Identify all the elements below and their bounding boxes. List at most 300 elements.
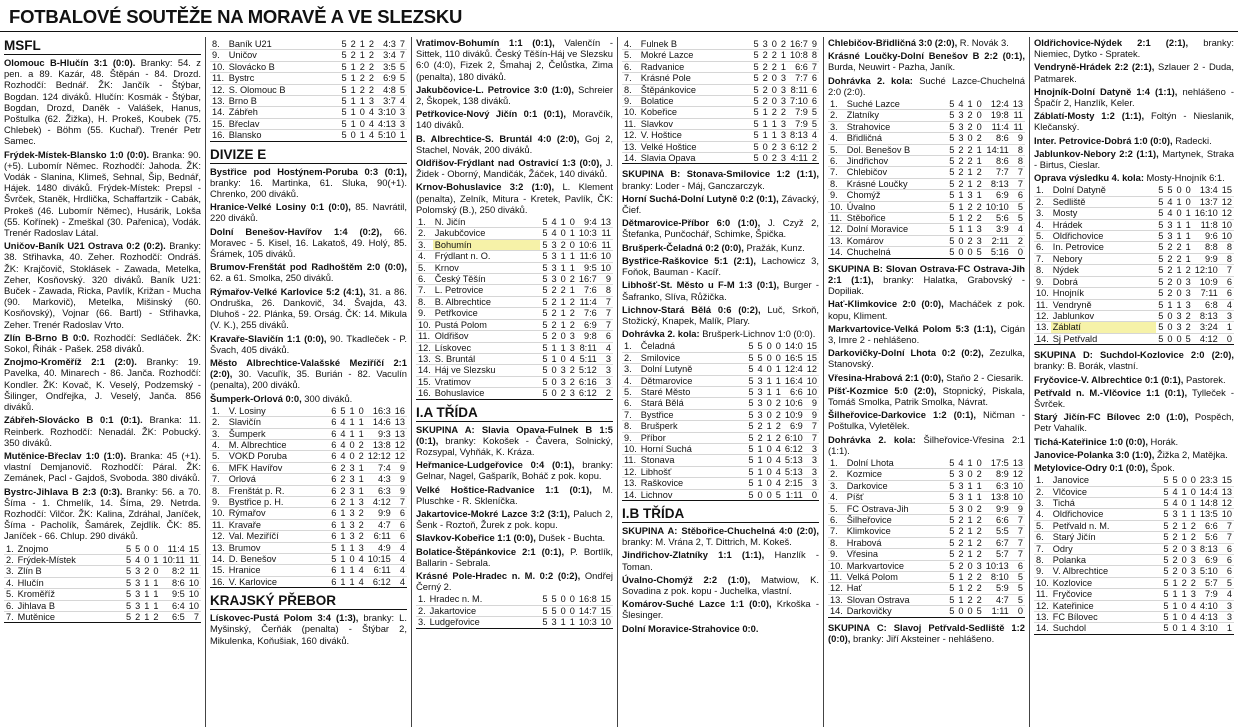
cell-played: 5 [748,364,754,375]
table-row [622,398,819,409]
cell-draws: 1 [359,39,365,49]
match-result: Jakartovice-Mokré Lazce 3:2 (3:1), [416,507,571,519]
match-details: branky: 16. Martinka, 61. Sluka, 90(+1). Chrenko, 200 diváků. [210,176,407,200]
cell-wins: 3 [551,251,557,262]
match-report [828,385,1025,407]
cell-score: 6:9 [577,319,599,330]
cell-draws: 0 [1181,566,1187,577]
cell-team: Hradec n. M. [428,594,541,605]
cell-played: 5 [542,285,548,296]
cell-score: 7:9 [788,107,810,118]
match-report [622,598,819,620]
cell-draws: 0 [771,84,777,95]
cell-draws: 2 [771,61,777,72]
cell-wins: 3 [958,469,964,480]
cell-losses: 1 [780,61,786,72]
match-report [622,623,819,634]
cell-draws: 1 [766,421,772,432]
cell-score: 16:3 [366,406,393,417]
match-report [1034,110,1234,132]
cell-played: 5 [949,133,955,144]
table-row [622,455,819,466]
cell-rank: 8. [828,178,845,189]
cell-rank: 2. [828,469,845,480]
cell-rank: 12. [624,466,637,477]
standings-table [4,544,201,624]
cell-team: Vratimov [433,376,541,387]
cell-draws: 0 [1176,185,1182,196]
match-result: Rýmařov-Velké Karlovice 5:2 (4:1), [210,285,366,297]
cell-wins: 1 [762,130,768,141]
match-details: Foltýn - Nieslanik, Klečanský. [1034,110,1235,133]
cell-score: 10:6 [784,398,803,409]
match-details: Žižka 2, Matějka. [1154,448,1228,460]
cell-draws: 0 [1181,612,1187,623]
cell-wins: 4 [551,217,557,228]
match-report [1034,349,1234,371]
cell-draws: 1 [144,611,150,622]
cell-draws: 1 [349,428,355,439]
match-report [828,298,1025,320]
table-row [622,421,819,432]
cell-rank: 2. [1034,486,1051,497]
cell-points: 11 [599,239,613,250]
cell-score: 4:9 [366,542,393,553]
cell-score: 3:10 [1199,623,1218,634]
cell-wins: 2 [958,144,964,155]
table-row [1034,219,1234,230]
match-details: Horák. [1147,435,1179,447]
cell-team: Slovácko B [227,61,340,72]
table-row [1034,231,1234,242]
table-row [828,156,1025,167]
cell-wins: 4 [958,99,964,110]
cell-team: Fulnek B [639,39,752,50]
cell-draws: 0 [1181,543,1187,554]
table-row [828,549,1025,560]
match-report [210,612,407,646]
cell-losses: 4 [775,466,781,477]
cell-rank: 3. [828,480,845,491]
cell-losses: 3 [1190,589,1196,600]
cell-points: 10 [1012,480,1023,491]
cell-rank: 8. [828,537,845,548]
cell-score: 8:6 [160,577,186,588]
cell-points: 16 [394,405,405,416]
cell-team: Český Těšín [433,274,541,285]
cell-draws: 1 [1181,486,1187,497]
match-report [416,459,613,481]
cell-draws: 1 [967,167,973,178]
cell-rank: 9. [416,308,433,319]
cell-team: Starý Jičín [1051,532,1162,543]
cell-wins: 2 [958,178,964,189]
cell-team: Krnov [433,262,541,273]
cell-score: 7:4 [366,462,393,473]
table-row [1034,322,1234,333]
cell-played: 6 [331,576,337,587]
match-details: 85. Navrátil, 220 diváků. [210,201,407,224]
cell-rank: 4. [6,577,14,588]
match-result: Oprava výsledku 4. kola: [1034,172,1144,184]
cell-score: 9:8 [577,331,599,342]
cell-points: 11 [1011,110,1025,121]
match-result: Frýdek-Místek-Blansko 1:0 (0:0). [4,148,150,160]
cell-draws: 1 [1181,520,1187,531]
cell-team: Darkovice [845,480,947,491]
match-result: Hať-Klimkovice 2:0 (0:0), [828,298,944,310]
cell-losses: 0 [569,239,575,250]
cell-rank: 14. [830,247,843,258]
cell-rank: 11. [210,73,227,84]
cell-wins: 2 [757,421,763,432]
cell-rank: 13. [1036,612,1049,623]
table-row [828,480,1025,491]
cell-points: 7 [1011,549,1025,560]
cell-draws: 0 [766,398,772,409]
cell-losses: 0 [153,543,159,554]
match-result: Janovice-Polanka 3:0 (1:0), [1034,448,1155,460]
cell-played: 5 [331,554,337,564]
cell-team: Horní Suchá [639,443,747,454]
cell-wins: 2 [135,611,141,622]
cell-score: 1:11 [783,489,805,500]
match-result: Vendryně-Hrádek 2:2 (2:1), [1034,61,1155,73]
cell-draws: 0 [766,364,772,375]
cell-rank: 5. [416,262,433,273]
cell-played: 5 [949,549,955,560]
standings-table [210,406,407,589]
cell-points: 9 [811,39,817,49]
table-row [1034,623,1234,634]
cell-rank: 5. [1034,231,1051,242]
cell-rank: 7. [622,73,639,84]
cell-wins: 5 [757,341,763,352]
cell-rank: 3. [210,428,227,439]
cell-rank: 4. [210,439,227,450]
cell-draws: 0 [967,133,973,144]
table-row [828,458,1025,469]
cell-wins: 4 [135,554,141,565]
cell-rank: 3. [416,239,433,250]
match-result: Bystřice-Raškovice 5:1 (2:1), [622,254,756,266]
cell-points: 4 [399,96,405,107]
cell-losses: 2 [775,409,781,420]
cell-played: 5 [1158,265,1164,276]
cell-score: 5:6 [1198,532,1220,543]
match-result: Heřmanice-Ludgeřovice 0:4 (0:1), [416,459,575,471]
cell-losses: 0 [976,110,982,121]
match-result: SKUPINA A: Slavia Opava-Fulnek B 1:5 (0:1), [416,423,613,446]
cell-team: Chlebičov [845,167,947,178]
cell-wins: 0 [551,365,557,376]
cell-score: 4:10 [1199,600,1218,611]
column-6 [1030,37,1238,727]
cell-score: 6:4 [160,600,186,611]
cell-score: 4:12 [1193,333,1220,344]
cell-draws: 0 [766,466,772,477]
cell-rank: 9. [622,432,639,443]
standings-table [210,39,407,142]
table-row [622,341,819,352]
cell-losses: 2 [368,61,374,72]
cell-points: 10 [600,617,611,628]
cell-team: Příbor [639,432,747,443]
table-row [828,167,1025,178]
cell-draws: 1 [560,296,566,307]
cell-losses: 2 [976,549,982,560]
cell-played: 5 [1163,566,1169,577]
cell-played: 5 [949,224,955,235]
cell-team: Hrabová [845,537,947,548]
cell-played: 6 [331,519,337,530]
table-row [4,577,201,588]
cell-rank: 12. [624,130,637,141]
cell-played: 5 [949,457,955,468]
cell-points: 5 [1220,577,1234,588]
cell-played: 5 [1163,475,1169,486]
cell-losses: 1 [780,50,786,61]
table-row [416,285,613,296]
cell-team: Chomýž [845,190,947,201]
cell-points: 9 [1011,133,1025,144]
table-row [1034,265,1234,276]
cell-points: 1 [1220,322,1234,333]
cell-wins: 2 [1167,288,1173,299]
cell-score: 8:13 [1199,543,1218,554]
cell-score: 8:2 [160,566,186,577]
cell-points: 0 [1220,333,1234,344]
cell-team: Šumperk [227,428,329,439]
cell-draws: 1 [766,432,772,443]
table-row [622,39,819,50]
cell-rank: 11. [622,118,639,129]
cell-points: 2 [1011,235,1025,246]
table-row [210,519,407,530]
cell-losses: 1 [569,285,575,296]
cell-score: 10:6 [578,239,597,250]
table-row [210,439,407,450]
cell-draws: 0 [560,605,566,616]
table-row [210,73,407,84]
cell-draws: 2 [144,566,150,577]
cell-score: 6:3 [984,480,1011,491]
cell-points: 9 [393,485,407,496]
table-row [622,364,819,375]
cell-rank: 8. [416,296,433,307]
cell-played: 5 [748,352,754,363]
cell-played: 5 [1158,310,1164,321]
cell-rank: 9. [1034,276,1051,287]
cell-points: 15 [806,341,817,352]
cell-played: 5 [949,178,955,189]
cell-played: 5 [753,39,759,49]
cell-wins: 2 [340,485,346,496]
match-result: B. Albrechtice-S. Bruntál 4:0 (2:0), [416,132,580,144]
match-details: Ničman - Poštulka, Vyletělek. [828,409,1026,432]
match-details: Branky: 19. Pavelka, 40. Minarech - 86. Janča. Rozhodčí: Kondler. ŽK: Kovač, K. Veselý, Podzemský - Šilinger, Ondřejka, J. Veselý, Janča. 856 diváků. [4,356,202,413]
cell-draws: 2 [967,201,973,212]
cell-points: 15 [806,352,817,363]
cell-losses: 1 [976,156,982,167]
table-row [1034,509,1234,520]
cell-team: Rýmařov [227,508,329,519]
cell-wins: 2 [1167,276,1173,287]
cell-score: 3:5 [376,61,398,72]
cell-team: S. Olomouc B [227,84,340,95]
cell-draws: 0 [766,443,772,454]
cell-score: 10:10 [985,201,1009,212]
cell-points: 4 [393,554,407,565]
cell-rank: 2. [622,352,639,363]
cell-points: 6 [811,73,817,84]
match-details: 90. Tkadleček - P. Švach, 405 diváků. [210,332,407,355]
table-row [416,228,613,239]
match-report [622,168,819,190]
cell-score: 9:5 [160,589,186,600]
cell-team: Mutěnice [16,611,124,622]
cell-score: 8:10 [984,572,1011,583]
table-row [622,107,819,118]
table-row [622,73,819,84]
cell-team: Janovice [1051,475,1162,486]
cell-score: 6:9 [783,421,805,432]
cell-losses: 0 [1190,475,1196,486]
cell-rank: 4. [622,39,639,50]
cell-rank: 4. [828,492,845,503]
cell-rank: 6. [828,156,845,167]
cell-wins: 1 [350,73,356,84]
cell-wins: 2 [762,73,768,84]
section-heading: I.A TŘÍDA [416,404,613,422]
cell-losses: 1 [358,462,364,473]
cell-losses: 1 [569,617,575,628]
cell-played: 5 [748,375,754,386]
cell-wins: 1 [958,594,964,605]
cell-draws: 0 [560,353,566,364]
match-report [1034,462,1234,473]
match-result: Petřvald n. M.-Vlčovice 1:1 (0:1), [1034,386,1188,398]
cell-wins: 2 [762,61,768,72]
cell-points: 12 [1012,469,1023,480]
cell-team: Břidličná [845,133,947,144]
cell-team: Kozlovice [1051,577,1162,588]
cell-team: Bohuslavice [433,388,541,399]
cell-team: Stará Bělá [639,398,747,409]
cell-played: 5 [542,617,548,628]
match-result: Olomouc B-Hlučín 3:1 (0:0). [4,57,136,68]
cell-points: 10 [1221,231,1232,242]
cell-score: 6:9 [984,190,1011,201]
cell-played: 5 [748,421,754,432]
cell-team: Hrádek [1051,219,1156,230]
match-result: Horní Suchá-Dolní Lutyně 0:2 (0:1), [622,192,779,204]
cell-rank: 1. [828,458,845,469]
cell-draws: 2 [359,61,365,72]
cell-score: 16:4 [784,375,803,386]
cell-losses: 4 [775,478,781,489]
cell-losses: 1 [976,190,982,201]
cell-team: Slavičín [227,417,329,428]
cell-rank: 9. [210,50,227,61]
match-result: Brumov-Frenštát pod Radhoštěm 2:0 (0:0), [210,261,407,273]
cell-rank: 9. [210,496,227,507]
cell-losses: 2 [976,572,982,583]
table-row [622,130,819,141]
match-report [4,486,201,542]
cell-rank: 11. [828,572,845,583]
cell-draws: 1 [967,99,973,110]
cell-losses: 2 [368,50,374,61]
match-details: Pastorek. [1183,373,1226,385]
match-result: Zábřeh-Slovácko B 0:1 (0:1). [4,414,143,426]
cell-points: 6 [393,519,407,530]
cell-losses: 0 [1185,185,1191,196]
cell-wins: 3 [958,133,964,144]
cell-score: 6:11 [366,565,393,576]
match-details: Rozhodčí: Sedláček. ŽK: Sokol, Řihák - Pašek. 258 diváků. [4,331,202,355]
cell-points: 15 [188,543,199,554]
table-row [210,50,407,61]
match-report [1034,387,1234,409]
table-row [4,566,201,577]
cell-team: Libhošť [639,466,747,477]
match-result: Uničov-Baník U21 Ostrava 0:2 (0:2). [4,240,166,252]
cell-losses: 2 [976,133,982,144]
cell-draws: 2 [967,572,973,583]
cell-losses: 1 [153,554,159,565]
cell-team: Dětmarovice [639,375,747,386]
table-row [1034,555,1234,566]
cell-losses: 2 [1190,577,1196,588]
cell-score: 9:4 [577,217,599,228]
match-result: Zlín B-Brno B 0:0. [4,331,90,343]
cell-draws: 1 [967,224,973,235]
cell-score: 5:13 [784,455,803,466]
match-details: Šilheřovice-Vřesina 2:1 (1:1). [828,433,1025,456]
cell-played: 5 [949,537,955,548]
cell-points: 4 [393,576,407,587]
cell-score: 11:6 [577,251,599,262]
cell-wins: 3 [757,398,763,409]
cell-played: 5 [753,73,759,84]
cell-wins: 2 [762,50,768,61]
cell-score: 10:11 [162,554,185,565]
cell-points: 12 [1221,497,1232,508]
cell-played: 5 [949,235,955,246]
cell-played: 5 [748,386,754,397]
cell-rank: 6. [6,600,14,611]
cell-points: 7 [399,50,405,61]
cell-draws: 1 [771,130,777,141]
cell-played: 5 [1158,231,1164,242]
cell-losses: 2 [976,583,982,594]
match-result: Mutěnice-Břeclav 1:0 (1:0). [4,449,127,461]
cell-played: 5 [949,594,955,605]
cell-played: 6 [331,474,337,485]
cell-team: Hnojník [1051,288,1156,299]
cell-losses: 0 [569,594,575,605]
match-details: 300 diváků. [301,392,353,404]
cell-score: 5:12 [578,365,597,376]
cell-points: 3 [399,118,405,129]
cell-team: Stěbořice [845,213,947,224]
cell-rank: 10. [624,443,637,454]
table-row [828,110,1025,121]
cell-wins: 3 [1172,509,1178,520]
cell-draws: 3 [1176,322,1182,333]
cell-team: Oldřichovice [1051,231,1156,242]
